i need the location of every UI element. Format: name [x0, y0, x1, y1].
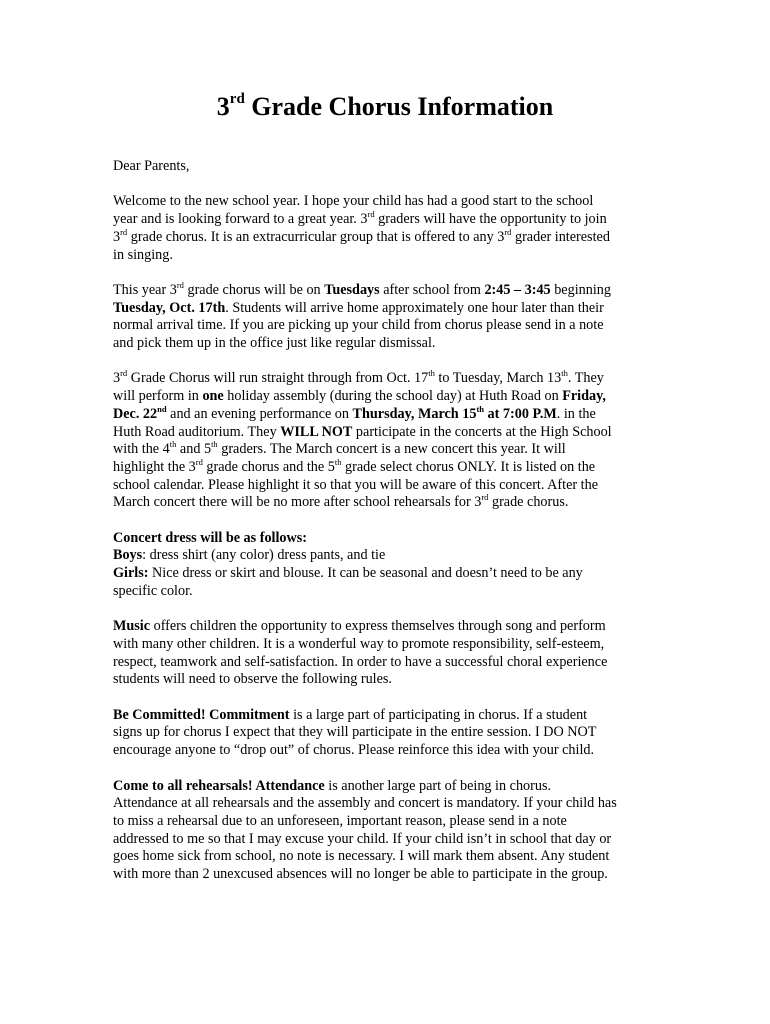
- text-line: [113, 724, 673, 742]
- text: to Tuesday, March 13: [434, 370, 562, 387]
- text-line: [113, 671, 673, 689]
- text: after school from: [379, 281, 485, 298]
- text: highlight the 3: [113, 458, 196, 475]
- bold-text: WILL NOT: [280, 423, 353, 440]
- text: is a large part of participating in chorus. If a student: [289, 706, 588, 723]
- text: beginning: [550, 281, 611, 298]
- text: offers children the opportunity to express themselves through song and perform: [150, 618, 606, 635]
- ordinal: rd: [176, 279, 184, 290]
- text: grade chorus and the 5: [202, 458, 335, 475]
- ordinal: rd: [195, 456, 203, 467]
- text: : dress shirt (any color) dress pants, and tie: [142, 547, 386, 564]
- ordinal: th: [334, 456, 342, 467]
- text: participate in the concerts at the High School: [352, 423, 612, 440]
- bold-text: Tuesdays: [324, 281, 380, 298]
- text: specific color.: [113, 582, 193, 599]
- text: grade chorus. It is an extracurricular group that is offered to any 3: [127, 228, 505, 245]
- text: . Students will arrive home approximately one hour later than their: [225, 299, 604, 316]
- text: year and is looking forward to a great year. 3: [113, 211, 368, 228]
- text: respect, teamwork and self-satisfaction. In order to have a successful choral experience: [113, 653, 608, 670]
- text-line: [113, 456, 673, 477]
- ordinal: th: [211, 439, 218, 450]
- ordinal: rd: [367, 209, 375, 220]
- committed-paragraph: [113, 707, 673, 760]
- music-paragraph: [113, 618, 673, 689]
- text-line: [113, 530, 673, 548]
- ordinal: th: [428, 368, 435, 379]
- bold-text: [352, 403, 557, 422]
- section-heading: Concert dress will be as follows:: [113, 529, 308, 546]
- rehearsals-paragraph: [113, 778, 673, 884]
- text-line: [113, 866, 673, 884]
- text: Welcome to the new school year. I hope your child has had a good start to the school: [113, 193, 594, 210]
- text-line: [113, 565, 673, 583]
- bold-text: Music: [113, 618, 151, 635]
- bold-text: one: [202, 388, 224, 405]
- text: with many other children. It is a wonderful way to promote responsibility, self-esteem,: [113, 635, 605, 652]
- text: Huth Road auditorium. They: [113, 423, 281, 440]
- text-line: [113, 636, 673, 654]
- page-title: [0, 92, 770, 122]
- text: and pick them up in the office just like regular dismissal.: [113, 335, 436, 351]
- text: grade select chorus ONLY. It is listed on the: [341, 458, 596, 475]
- text: school calendar. Please highlight it so that you will be aware of this concert. After the: [113, 476, 598, 493]
- text: addressed to me so that I may excuse your child. If your child isn’t in school that day or: [113, 830, 612, 847]
- text-line: [113, 707, 673, 725]
- ordinal: rd: [120, 368, 128, 379]
- text-line: [113, 211, 673, 229]
- ordinal: rd: [120, 226, 128, 237]
- text: Grade Chorus will run straight through from Oct. 17: [127, 370, 429, 387]
- text-line: [113, 424, 673, 442]
- text-line: [113, 547, 673, 565]
- schedule-paragraph: [113, 279, 673, 353]
- text-line: [113, 583, 673, 601]
- bold-text: 2:45 – 3:45: [484, 281, 551, 298]
- bold-text: Boys: [113, 547, 143, 564]
- letter-body: [113, 158, 673, 901]
- text: This year 3: [113, 281, 177, 298]
- text-line: [113, 654, 673, 672]
- bold-text: [113, 403, 167, 422]
- text: will perform in: [113, 388, 203, 405]
- text-line: [113, 742, 673, 760]
- greeting: Dear Parents,: [113, 158, 190, 174]
- text: March concert there will be no more after school rehearsals for 3: [113, 494, 482, 511]
- text-line: [113, 618, 673, 636]
- title-ordinal: rd: [229, 91, 245, 107]
- text-line: [113, 795, 673, 813]
- bold-text: Friday,: [562, 388, 606, 405]
- text-line: [113, 388, 673, 406]
- text-line: [113, 247, 673, 265]
- text-line: [113, 494, 673, 512]
- bold-text: Tuesday, Oct. 17th: [113, 299, 226, 316]
- ordinal: rd: [481, 492, 489, 503]
- text: grade chorus will be on: [183, 281, 325, 298]
- text: . in the: [556, 405, 596, 422]
- text: and 5: [176, 441, 212, 458]
- text-line: [113, 778, 673, 796]
- text: grader interested: [511, 228, 610, 245]
- text: 3: [113, 228, 121, 245]
- welcome-paragraph: [113, 193, 673, 264]
- text-line: [113, 370, 673, 388]
- title-text: Grade Chorus Information: [244, 92, 554, 121]
- ordinal: th: [476, 403, 484, 414]
- text-line: [113, 226, 673, 247]
- text: . They: [567, 370, 604, 387]
- text-line: [113, 477, 673, 495]
- text-line: [113, 193, 673, 211]
- text: goes home sick from school, no note is necessary. I will mark them absent. Any student: [113, 848, 610, 865]
- text: to miss a rehearsal due to an unforeseen, important reason, please send in a note: [113, 812, 567, 829]
- ordinal: th: [169, 439, 177, 450]
- text: with the 4: [113, 441, 170, 458]
- bold-text: Girls:: [113, 565, 149, 582]
- text-line: [113, 335, 673, 353]
- text-line: [113, 403, 673, 424]
- run-paragraph: [113, 370, 673, 512]
- text: is another large part of being in chorus.: [324, 777, 552, 794]
- title-number: 3: [216, 92, 230, 121]
- bold-text: Be Committed! Commitment: [113, 706, 290, 723]
- text: graders. The March concert is a new concert this year. It will: [217, 441, 566, 458]
- dress-paragraph: [113, 530, 673, 601]
- text: Thursday, March 15: [352, 405, 477, 422]
- text: 3: [113, 370, 121, 387]
- text-line: [113, 300, 673, 318]
- text: holiday assembly (during the school day) at Huth Road on: [223, 388, 563, 405]
- text-line: [113, 831, 673, 849]
- text: with more than 2 unexcused absences will no longer be able to participate in the group.: [113, 866, 608, 883]
- text: at 7:00 P.M: [484, 405, 557, 422]
- text-line: [113, 813, 673, 831]
- text-line: [113, 848, 673, 866]
- text: normal arrival time. If you are picking up your child from chorus please send in a note: [113, 317, 604, 334]
- text: students will need to observe the following rules.: [113, 671, 392, 688]
- text-line: [113, 317, 673, 335]
- text-line: [113, 279, 673, 300]
- text: and an evening performance on: [166, 405, 353, 422]
- text: graders will have the opportunity to join: [374, 211, 607, 228]
- ordinal: rd: [504, 226, 512, 237]
- bold-text: Come to all rehearsals! Attendance: [113, 777, 325, 794]
- text: grade chorus.: [488, 494, 569, 511]
- text: encourage anyone to “drop out” of chorus. Please reinforce this idea with your child.: [113, 742, 595, 759]
- text: in singing.: [113, 246, 173, 263]
- text: signs up for chorus I expect that they will participate in the entire session. I DO NOT: [113, 724, 597, 741]
- text: Dec. 22: [113, 405, 158, 422]
- text: Nice dress or skirt and blouse. It can be seasonal and doesn’t need to be any: [148, 565, 583, 582]
- ordinal: nd: [157, 403, 167, 414]
- text: Attendance at all rehearsals and the assembly and concert is mandatory. If your child has: [113, 795, 617, 812]
- ordinal: th: [561, 368, 568, 379]
